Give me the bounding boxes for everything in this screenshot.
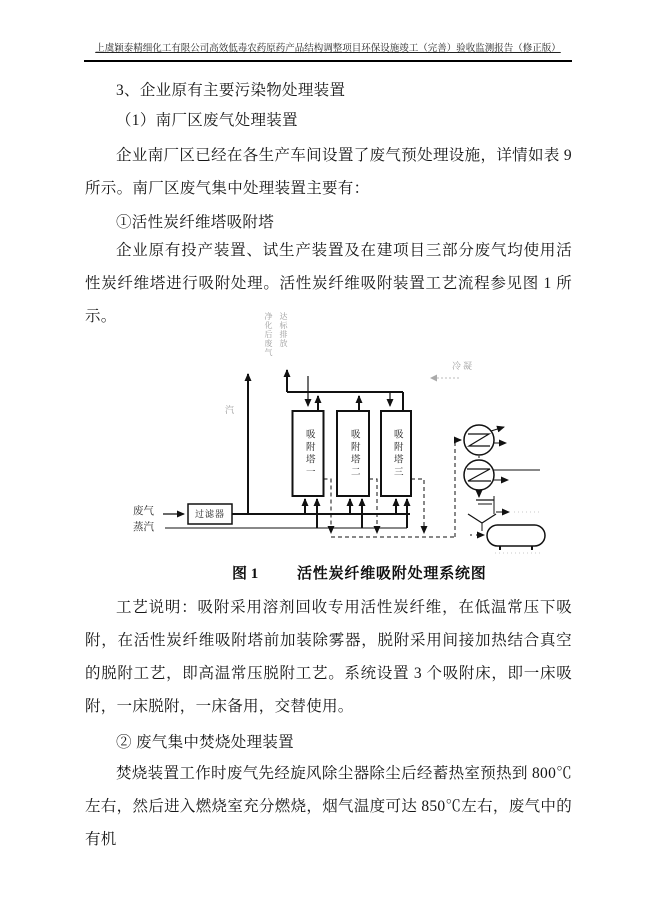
paragraph-acf-usage: 企业原有投产装置、试生产装置及在建项目三部分废气均使用活性炭纤维塔进行吸附处理。活性炭纤维吸附装置工艺流程参见图 1 所示。 <box>85 242 572 325</box>
gas-lines <box>248 370 403 514</box>
heading-section-3: 3、企业原有主要污染物处理装置 <box>116 82 346 99</box>
steam-label: 蒸汽 <box>133 522 154 533</box>
waste-gas-label: 废气 <box>133 506 154 517</box>
tower-3-label: 吸附塔三 <box>391 428 402 479</box>
exhaust-note <box>264 312 287 357</box>
solvent-tank-icon <box>470 525 545 553</box>
process-flow-diagram <box>0 310 649 565</box>
figure-caption-title: 活性炭纤维吸附处理系统图 <box>297 566 487 582</box>
paragraph-incineration: 焚烧装置工作时废气先经旋风除尘器除尘后经蓄热室预热到 800℃左右，然后进入燃烧室充分燃烧，烟气温度可达 850℃左右，废气中的有机 <box>85 765 572 848</box>
paragraph-process-description: 工艺说明：吸附采用溶剂回收专用活性炭纤维，在低温常压下吸附，在活性炭纤维吸附塔前加装除雾器，脱附采用间接加热结合真空的脱附工艺，即高温常压脱附工艺。系统设置 3 个吸附床，即一床吸附，一床脱附，一床备用，交替使用。 <box>85 599 572 715</box>
riser-note: 汽 <box>225 405 235 415</box>
condensate-note: 冷凝 <box>452 361 475 371</box>
report-header-title: 上虞颖泰精细化工有限公司高效低毒农药原药产品结构调整项目环保设施竣工（完善）验收监测报告（修正版） <box>95 44 561 54</box>
tower-1-label: 吸附塔一 <box>303 428 314 479</box>
figure-1 <box>0 310 649 565</box>
report-header <box>84 38 572 62</box>
paragraph-pretreatment: 企业南厂区已经在各生产车间设置了废气预处理设施，详情如表 9 所示。南厂区废气集中处理装置主要有： <box>85 147 572 197</box>
heading-subsection-1: （1）南厂区废气处理装置 <box>116 112 298 129</box>
heading-incineration: ② 废气集中焚烧处理装置 <box>116 734 294 751</box>
condenser-group <box>455 425 540 497</box>
tower-2-label: 吸附塔二 <box>348 428 359 479</box>
filter-label: 过滤器 <box>194 508 225 519</box>
exhaust-note-col1: 净化后废气 <box>264 312 273 357</box>
heading-acf-tower: ①活性炭纤维塔吸附塔 <box>116 214 275 231</box>
exhaust-note-col2: 达标排放 <box>279 312 288 348</box>
condensate-arrow-icon <box>430 375 460 382</box>
figure-caption-label: 图 1 <box>232 566 259 582</box>
